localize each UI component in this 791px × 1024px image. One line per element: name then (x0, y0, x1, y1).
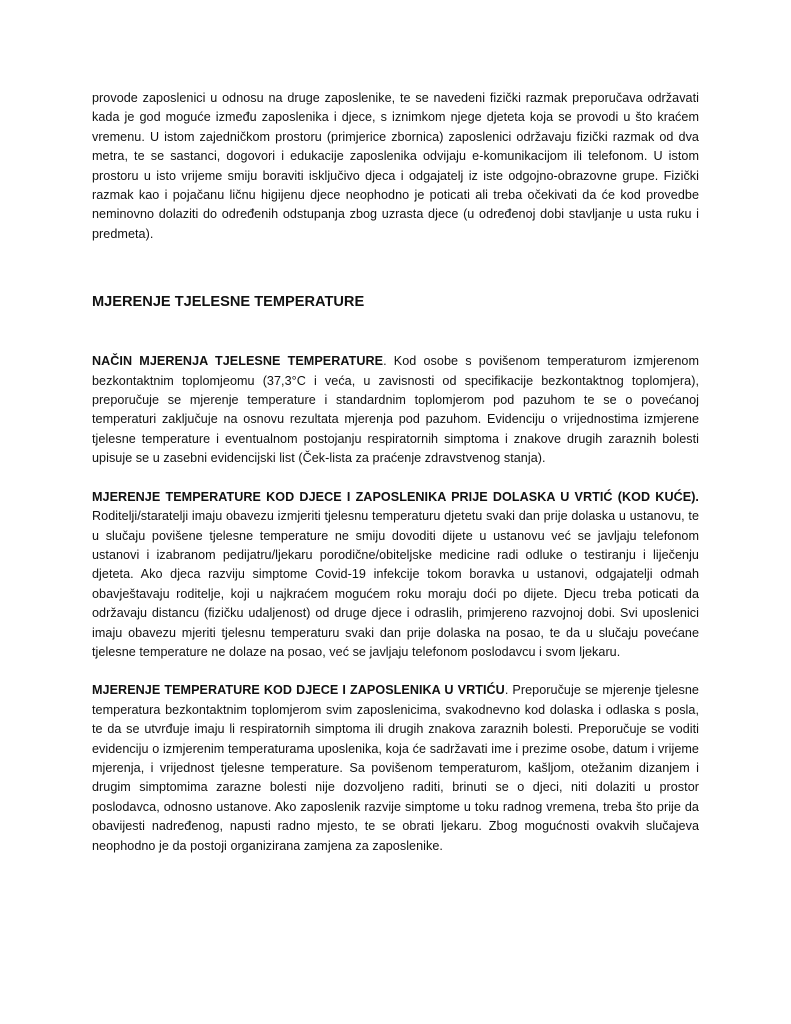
paragraph-prije-dolaska (92, 488, 699, 663)
paragraph-lead: MJERENJE TEMPERATURE KOD DJECE I ZAPOSLENIKA PRIJE DOLASKA U VRTIĆ (KOD KUĆE). (92, 489, 699, 504)
paragraph-text: . Preporučuje se mjerenje tjelesne temperatura bezkontaktnim toplomjerom svim zaposlenicima, svakodnevno kod dolaska i odlaska s posla, te da se utvrđuje imaju li respiratornih simptoma ili drugih znakova zaraznih bolesti. Preporučuje se voditi evidenciju o izmjerenim temperaturama uposlenika, koja će sadržavati ime i prezime osobe, datum i vrijeme mjerenja, i vrijednost tjelesne temperature. Sa povišenom temperaturom, kašljom, otežanim dizanjem i drugim simptomima zarazne bolesti nije dozvoljeno raditi, brinuti se o djeci, niti dolaziti u prostor poslodavca, odnosno ustanove. Ako zaposlenik razvije simptome u toku radnog vremena, treba što prije da obavijesti nadređenog, napusti radno mjesto, te se obrati ljekaru. Zbog mogućnosti ovakvih slučajeva neophodno je da postoji organizirana zamjena za zaposlenike. (92, 683, 699, 853)
paragraph-lead: NAČIN MJERENJA TJELESNE TEMPERATURE (92, 354, 384, 369)
paragraph-nacin-mjerenja (92, 352, 699, 468)
paragraph-text: Roditelji/staratelji imaju obavezu izmjeriti tjelesnu temperaturu djetetu svaki dan prije dolaska u ustanovu, te u slučaju povišene tjelesne temperature ne smiju dovoditi dijete u ustanovu već se javljaju telefonom ustanovi i izabranom pedijatru/ljekaru porodične/obiteljske medicine radi odluke o testiranju i liječenju djeteta. Ako djeca razviju simptome Covid-19 infekcije tokom boravka u ustanovi, odgajatelji odmah obavještavaju roditelje, koji u najkraćem mogućem roku moraju doći po dijete. Djecu treba poticati da održavaju distancu (fizičku udaljenost) od druge djece i odraslih, primjereno razvojnoj dobi. Svi uposlenici imaju obavezu mjeriti tjelesnu temperaturu svaki dan prije dolaska na posao, te da u slučaju povećane tjelesne temperature ne dolaze na posao, već se javljaju telefonom poslodavcu i svom ljekaru. (92, 509, 699, 659)
paragraph-u-vrticu (92, 681, 699, 856)
section-heading: MJERENJE TJELESNE TEMPERATURE (92, 294, 365, 311)
paragraph-lead: MJERENJE TEMPERATURE KOD DJECE I ZAPOSLENIKA U VRTIĆU (92, 683, 505, 698)
paragraph-text: . Kod osobe s povišenom temperaturom izmjerenom bezkontaktnim toplomjeomu (37,3°C i veća, u zavisnosti od specifikacije bezkontaktnog toplomjera), preporučuje se mjerenje temperature i standardnim toplomjerom pod pazuhom te se o povećanoj temperaturi zaključuje na osnovu rezultata mjerenja pod pazuhom. Evidenciju o vrijednostima izmjerene tjelesne temperature i eventualnom postojanju respiratornih simptoma i znakove drugih zaraznih bolesti upisuje se u zasebni evidencijski list (Ček-lista za praćenje zdravstvenog stanja). (92, 354, 699, 466)
intro-paragraph: provode zaposlenici u odnosu na druge zaposlenike, te se navedeni fizički razmak preporučava održavati kada je god moguće između zaposlenika i djece, s iznimkom njege djeteta koja se provodi u što kraćem vremenu. U istom zajedničkom prostoru (primjerice zbornica) zaposlenici održavaju fizički razmak od dva metra, te se sastanci, dogovori i edukacije zaposlenika odvijaju e-komunikacijom ili telefonom. U istom prostoru u isto vrijeme smiju boraviti isključivo djeca i odgajatelj iz iste odgojno-obrazovne grupe. Fizički razmak kao i pojačanu ličnu higijenu djece neophodno je poticati ali treba očekivati da će kod provedbe neminovno dolaziti do određenih odstupanja zbog uzrasta djece (u određenoj dobi stavljanje u usta ruku i predmeta). (92, 91, 699, 241)
document-page (92, 89, 699, 856)
